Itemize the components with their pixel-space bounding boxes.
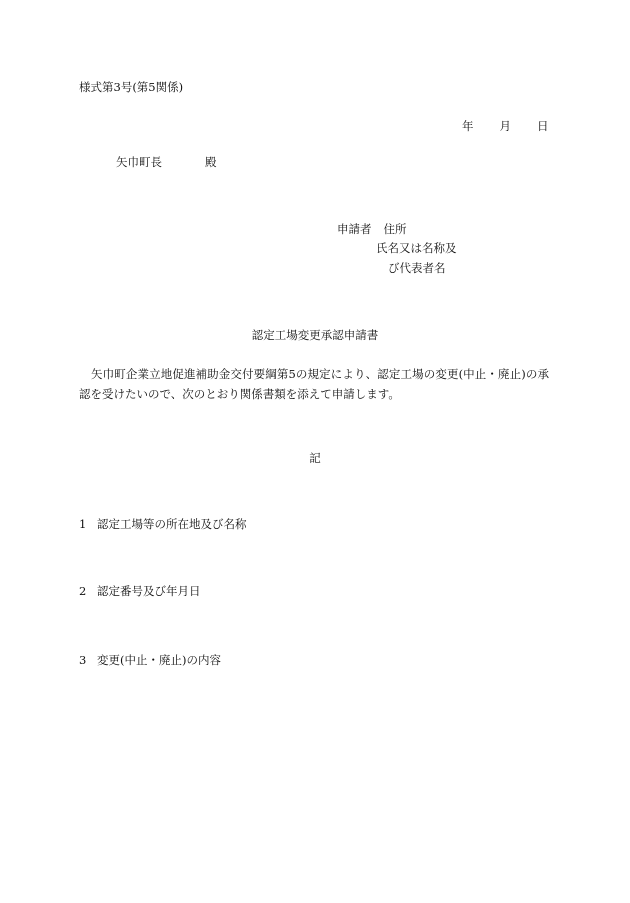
addressee-name: 矢巾町長 xyxy=(116,155,162,169)
date-line xyxy=(462,121,549,133)
list-item xyxy=(79,519,247,531)
applicant-label: 申請者 xyxy=(337,222,372,236)
date-month-label: 月 xyxy=(499,119,511,133)
item-number: 1 xyxy=(79,517,87,531)
item-label: 認定工場等の所在地及び名称 xyxy=(97,517,247,531)
document-title: 認定工場変更承認申請書 xyxy=(251,328,379,342)
ki-heading: 記 xyxy=(309,451,321,465)
item-label: 認定番号及び年月日 xyxy=(97,584,201,598)
list-item xyxy=(79,655,221,667)
addressee xyxy=(116,157,217,169)
applicant-name-label-line1: 氏名又は名称及 xyxy=(376,241,457,255)
item-label: 変更(中止・廃止)の内容 xyxy=(97,653,221,667)
list-item xyxy=(79,586,201,598)
form-number: 様式第3号(第5関係) xyxy=(79,80,184,94)
applicant-block xyxy=(337,224,407,236)
item-number: 3 xyxy=(79,653,87,667)
applicant-name-label-line2: び代表者名 xyxy=(388,261,446,275)
applicant-address-label: 住所 xyxy=(383,222,407,236)
document-body: 矢巾町企業立地促進補助金交付要綱第5の規定により、認定工場の変更(中止・廃止)の承認を受けたいので、次のとおり関係書類を添えて申請します。 xyxy=(79,367,549,401)
addressee-honorific: 殿 xyxy=(205,155,217,169)
date-day-label: 日 xyxy=(537,119,549,133)
item-number: 2 xyxy=(79,584,87,598)
date-year-label: 年 xyxy=(462,119,474,133)
